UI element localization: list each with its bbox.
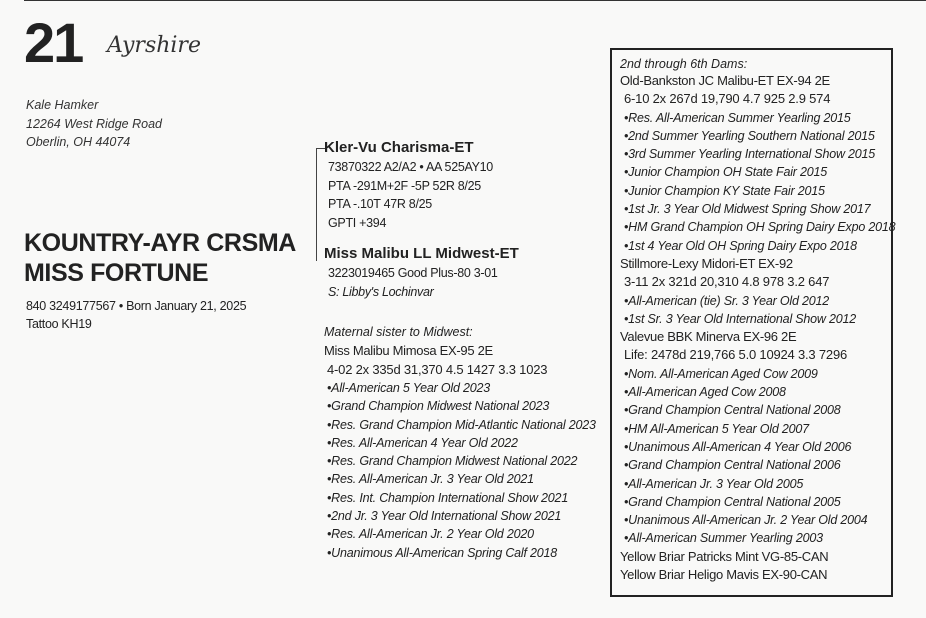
achievement-item: •Grand Champion Midwest National 2023: [327, 399, 550, 414]
achievement-item: •Nom. All-American Aged Cow 2009: [624, 366, 818, 381]
dam-name: Miss Malibu LL Midwest-ET: [324, 245, 519, 262]
sire-detail-line: PTA -291M+2F -5P 52R 8/25: [328, 178, 481, 193]
achievement-item: •All-American Jr. 3 Year Old 2005: [624, 476, 804, 491]
animal-name-line2: MISS FORTUNE: [24, 259, 209, 287]
achievement-item: •Unanimous All-American Jr. 2 Year Old 2004: [624, 513, 868, 528]
dam-2nd-record: 6-10 2x 267d 19,790 4.7 925 2.9 574: [624, 91, 831, 107]
pedigree-parents: [324, 138, 614, 301]
dam-6th-name: Yellow Briar Heligo Mavis EX-90-CAN: [620, 567, 828, 583]
consignor-street: 12264 West Ridge Road: [26, 116, 162, 131]
dam-registration: 3223019465 Good Plus-80 3-01: [328, 266, 498, 280]
animal-name: [24, 228, 296, 288]
achievement-item: •Res. All-American Jr. 2 Year Old 2020: [327, 527, 534, 542]
dam-3rd-record: 3-11 2x 321d 20,310 4.8 978 3.2 647: [624, 274, 830, 290]
breed-label: Ayrshire: [107, 33, 201, 58]
maternal-sister-label: Maternal sister to Midwest:: [324, 325, 473, 339]
achievement-item: •Grand Champion Central National 2005: [624, 494, 841, 509]
animal-name-line1: KOUNTRY-AYR CRSMA: [24, 229, 296, 257]
maternal-sister-achievements: [324, 379, 614, 562]
sire-details: [324, 158, 614, 232]
dam-sire: S: Libby's Lochinvar: [328, 284, 434, 299]
achievement-item: •Res. Int. Champion International Show 2021: [327, 490, 569, 505]
achievement-item: •Unanimous All-American Spring Calf 2018: [327, 545, 558, 560]
maternal-sister-name: Miss Malibu Mimosa EX-95 2E: [324, 343, 493, 358]
achievement-item: •Res. Grand Champion Mid-Atlantic National 2023: [327, 417, 596, 432]
sire-detail-line: 73870322 A2/A2 • AA 525AY10: [328, 160, 493, 174]
consignor-city: Oberlin, OH 44074: [26, 135, 131, 149]
dam-4th-record: Life: 2478d 219,766 5.0 10924 3.3 7296: [624, 347, 847, 363]
achievement-item: •Grand Champion Central National 2006: [624, 458, 841, 473]
achievement-item: •Res. All-American Jr. 3 Year Old 2021: [327, 472, 534, 487]
achievement-item: •3rd Summer Yearling International Show 2015: [624, 147, 876, 162]
achievement-item: •2nd Summer Yearling Southern National 2015: [624, 128, 875, 143]
achievement-item: •Res. All-American Summer Yearling 2015: [624, 110, 851, 125]
dam-4th-name: Valevue BBK Minerva EX-96 2E: [620, 329, 797, 345]
achievement-item: •HM All-American 5 Year Old 2007: [624, 421, 809, 436]
achievement-item: •Grand Champion Central National 2008: [624, 403, 841, 418]
achievement-item: •All-American Summer Yearling 2003: [624, 531, 823, 546]
animal-registration-birth: 840 3249177567 • Born January 21, 2025: [26, 299, 247, 313]
dam-5th-name: Yellow Briar Patricks Mint VG-85-CAN: [620, 548, 829, 564]
top-rule: [24, 0, 926, 1]
achievement-item: •All-American 5 Year Old 2023: [327, 381, 491, 395]
achievement-item: •1st Jr. 3 Year Old Midwest Spring Show 2017: [624, 202, 871, 217]
sire-detail-line: GPTI +394: [328, 215, 387, 230]
achievement-item: •1st 4 Year Old OH Spring Dairy Expo 2018: [624, 238, 857, 253]
dams-box-title: 2nd through 6th Dams:: [620, 57, 748, 71]
sire-name: Kler-Vu Charisma-ET: [324, 139, 474, 156]
achievement-item: •Res. Grand Champion Midwest National 2022: [327, 454, 578, 469]
lot-number: 21: [24, 11, 83, 74]
achievement-item: •Junior Champion OH State Fair 2015: [624, 165, 828, 180]
consignor-address: [26, 96, 162, 152]
achievement-item: •Res. All-American 4 Year Old 2022: [327, 435, 518, 450]
dams-box: [610, 48, 896, 597]
sire-detail-line: PTA -.10T 47R 8/25: [328, 197, 432, 211]
animal-tattoo: Tattoo KH19: [26, 317, 92, 331]
animal-info: [26, 297, 246, 333]
achievement-item: •Unanimous All-American 4 Year Old 2006: [624, 439, 852, 454]
achievement-item: •All-American Aged Cow 2008: [624, 385, 786, 400]
achievement-item: •Junior Champion KY State Fair 2015: [624, 183, 825, 198]
dam-3rd-name: Stillmore-Lexy Midori-ET EX-92: [620, 255, 793, 271]
achievement-item: •1st Sr. 3 Year Old International Show 2012: [624, 311, 857, 326]
achievement-item: •2nd Jr. 3 Year Old International Show 2021: [327, 509, 562, 524]
achievement-item: •HM Grand Champion OH Spring Dairy Expo 2018: [624, 220, 896, 235]
consignor-name: Kale Hamker: [26, 98, 99, 112]
maternal-sister-record: 4-02 2x 335d 31,370 4.5 1427 3.3 1023: [327, 362, 548, 377]
dam-2nd-name: Old-Bankston JC Malibu-ET EX-94 2E: [620, 73, 830, 88]
maternal-sister-section: [324, 324, 614, 562]
achievement-item: •All-American (tie) Sr. 3 Year Old 2012: [624, 293, 829, 308]
